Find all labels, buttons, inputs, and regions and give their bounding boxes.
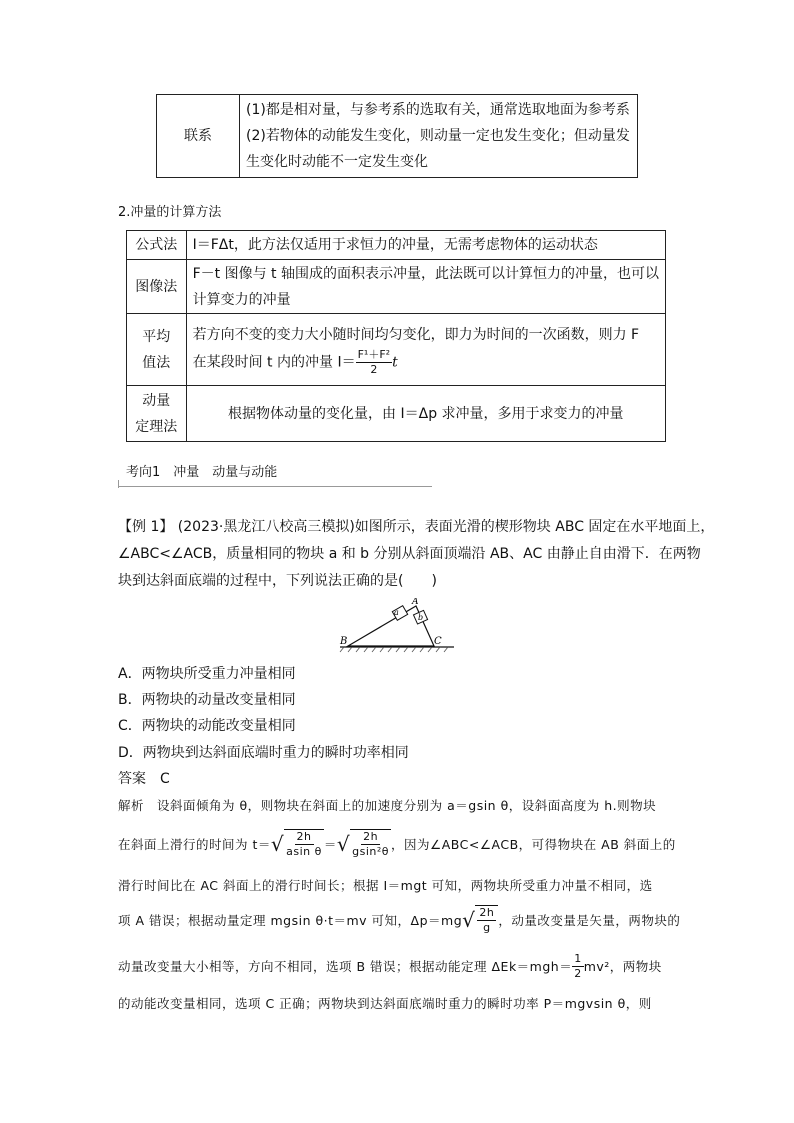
relation-key: 联系 [157, 95, 240, 178]
example-line-3: 块到达斜面底端的过程中，下列说法正确的是( ) [118, 573, 437, 589]
impulse-methods-table [126, 230, 666, 442]
label-b: b [418, 613, 424, 622]
frac-2-num: 2h [363, 830, 379, 843]
solution-line-1: 解析 设斜面倾角为 θ，则物块在斜面上的加速度分别为 a＝gsin θ，设斜面高度为 h.则物块 [118, 798, 657, 813]
method-desc-average-line-1: 若方向不变的变力大小随时间均匀变化，即力为时间的一次函数，则力 F [192, 327, 640, 343]
method-desc-average [186, 314, 665, 386]
method-desc-average-line-2 [193, 348, 659, 377]
option-a: A．两物块所受重力冲量相同 [118, 666, 296, 682]
solution-line-2-eq: ＝ [323, 837, 337, 852]
sqrt-1: √ $\frac{2h}{\text{asin θ}}$ [270, 830, 322, 858]
answer: 答案 C [118, 771, 170, 787]
relation-content [240, 95, 638, 178]
sqrt-2: √ $\frac{2h}{\text{gsin²θ}}$ [336, 830, 390, 858]
method-desc-theorem-line: 根据物体动量的变化量，由 I＝Δp 求冲量，多用于求变力的冲量 [228, 405, 624, 422]
solution-line-5-prefix: 动量改变量大小相等，方向不相同，选项 B 错误；根据动能定理 ΔEk＝mgh＝ [118, 959, 573, 974]
method-key-theorem-1: 动量 [142, 392, 171, 409]
average-line-suffix: t [392, 354, 398, 371]
label-B: B [340, 636, 348, 647]
method-key-average-2: 值法 [142, 354, 171, 371]
solution-line-4-suffix: ，动量改变量是矢量，两物块的 [498, 913, 681, 928]
average-fraction [356, 348, 392, 377]
method-desc-graph-line-1: F－t 图像与 t 轴围成的面积表示冲量，此法既可以计算恒力的冲量，也可以 [192, 265, 659, 282]
method-desc-graph-line-2: 计算变力的冲量 [192, 291, 291, 308]
label-C: C [434, 636, 442, 647]
frac-4 [572, 952, 584, 981]
sqrt-3: √ $\frac{2h}{g}$ [462, 905, 498, 935]
average-fraction-denominator: 2 [370, 363, 378, 376]
frac-1-num: 2h [296, 830, 312, 843]
method-key-average-1: 平均 [142, 328, 171, 345]
relation-table [156, 94, 638, 178]
topic-heading-bar [118, 462, 432, 487]
method-key-theorem [127, 386, 187, 442]
solution-line-6: 的动能改变量相同，选项 C 正确；两物块到达斜面底端时重力的瞬时功率 P＝mgvsin θ，则 [118, 996, 652, 1011]
label-A: A [412, 598, 419, 607]
frac-3-den: g [483, 921, 491, 934]
option-c: C．两物块的动能改变量相同 [118, 718, 296, 734]
solution-line-5-suffix: mv²，两物块 [583, 959, 662, 974]
method-key-average [127, 314, 187, 386]
method-desc-graph [186, 260, 665, 314]
frac-4-den: 2 [574, 966, 582, 980]
solution-line-4-prefix: 项 A 错误；根据动量定理 mgsin θ·t＝mv 可知，Δp＝mg [118, 913, 463, 928]
label-a: a [394, 608, 399, 617]
relation-line-1: (1)都是相对量，与参考系的选取有关，通常选取地面为参考系 [246, 102, 630, 118]
example-line-2: ∠ABC<∠ACB，质量相同的物块 a 和 b 分别从斜面顶端沿 AB、AC 由静止自由滑下．在两物 [118, 546, 701, 562]
method-desc-formula-line: I＝FΔt，此方法仅适用于求恒力的冲量，无需考虑物体的运动状态 [192, 237, 598, 253]
relation-line-3: 生变化时动能不一定发生变化 [246, 154, 428, 170]
option-b: B．两物块的动量改变量相同 [118, 692, 296, 708]
frac-3-num: 2h [479, 906, 495, 919]
average-fraction-numerator: F¹＋F² [357, 348, 391, 361]
method-desc-theorem [186, 386, 665, 442]
frac-2-den: gsin²θ [352, 845, 390, 858]
solution-line-2 [118, 828, 676, 860]
solution-line-2-prefix: 在斜面上滑行的时间为 t＝ [118, 837, 271, 852]
method-key-theorem-2: 定理法 [135, 418, 178, 435]
solution-line-2-suffix: ，因为∠ABC<∠ACB，可得物块在 AB 斜面上的 [391, 837, 676, 852]
method-key-formula: 公式法 [127, 231, 187, 260]
topic-heading-tick [118, 480, 119, 488]
solution-line-4 [118, 904, 680, 936]
relation-line-2: (2)若物体的动能发生变化，则动量一定也发生变化；但动量发 [246, 128, 630, 144]
section-2-title: 2.冲量的计算方法 [118, 205, 222, 220]
method-key-graph: 图像法 [127, 260, 187, 314]
method-desc-formula [186, 231, 665, 260]
topic-heading: 考向1 冲量 动量与动能 [126, 465, 278, 480]
frac-1-den: asin θ [286, 845, 322, 858]
option-d: D．两物块到达斜面底端时重力的瞬时功率相同 [118, 745, 409, 761]
average-line-prefix: 在某段时间 t 内的冲量 I＝ [192, 354, 356, 371]
example-line-1: 【例 1】 (2023·黑龙江八校高三模拟)如图所示，表面光滑的楔形物块 ABC 固定在水平地面上， [118, 519, 715, 535]
frac-4-num: 1 [574, 951, 582, 965]
solution-line-3: 滑行时间比在 AC 斜面上的滑行时间长；根据 I＝mgt 可知，两物块所受重力冲量不相同，选 [118, 878, 653, 893]
solution-line-5 [118, 950, 662, 982]
wedge-figure [336, 598, 456, 654]
